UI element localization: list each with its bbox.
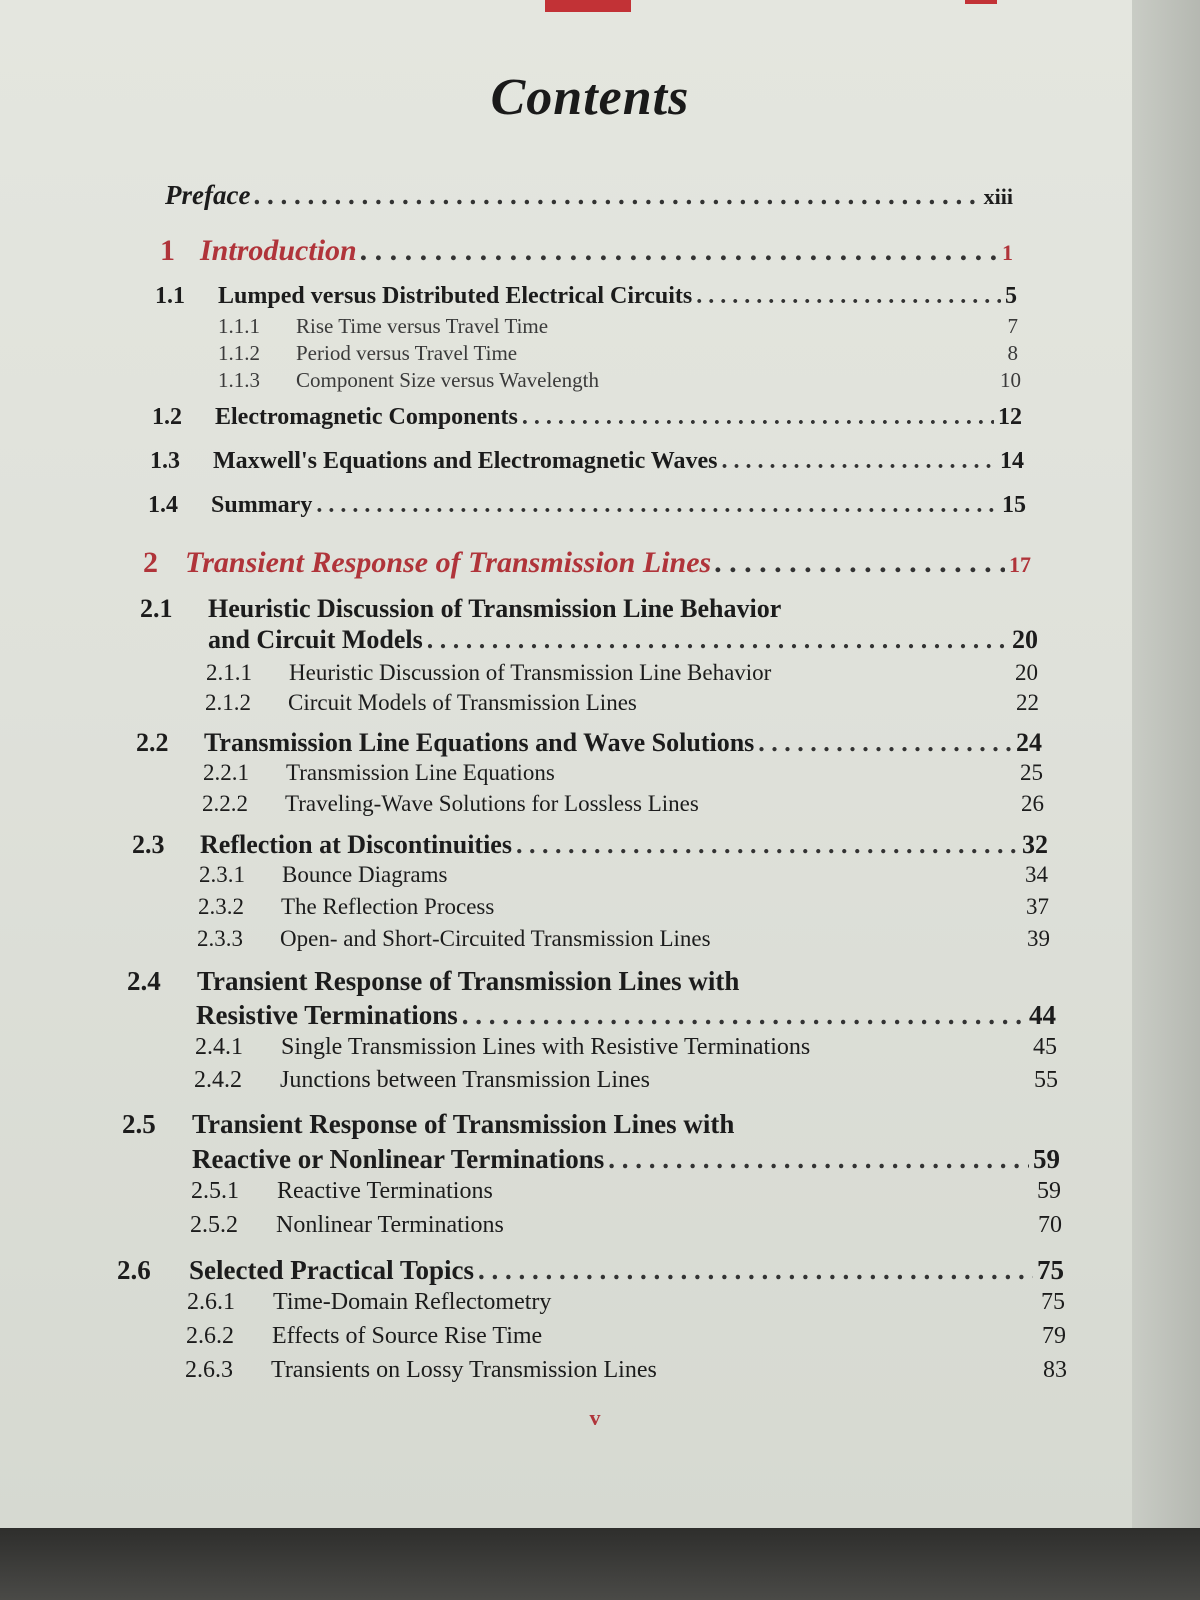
toc-entry-number: 2.2 (136, 728, 169, 757)
toc-entry-number: 2.5.2 (190, 1212, 238, 1238)
toc-entry-page: 8 (1007, 341, 1018, 365)
toc-entry-number: 2.3 (132, 830, 165, 859)
toc-entry-title: Transmission Line Equations and Wave Solutions (204, 728, 755, 757)
toc-entry-page: 59 (1037, 1178, 1061, 1204)
toc-entry-number: 2 (143, 546, 158, 579)
red-page-tab (545, 0, 631, 12)
toc-entry-page: 44 (1029, 1000, 1056, 1030)
toc-entry-page: 45 (1033, 1034, 1057, 1060)
toc-entry-number: 2.3.1 (199, 862, 245, 887)
toc-entry-number: 2.6 (117, 1255, 151, 1285)
dot-leader (478, 1255, 1033, 1286)
toc-entry-title: Reactive or Nonlinear Terminations (192, 1144, 605, 1174)
toc-entry-title: Heuristic Discussion of Transmission Line Behavior (208, 594, 782, 623)
dot-leader (361, 234, 998, 268)
toc-entry-1-1-1 (218, 314, 1018, 339)
toc-entry-title: Maxwell's Equations and Electromagnetic Waves (213, 448, 718, 474)
toc-entry-page: 59 (1033, 1144, 1060, 1174)
toc-entry-title: Lumped versus Distributed Electrical Circuits (218, 283, 693, 309)
toc-entry-1-3 (150, 448, 1024, 475)
toc-entry-number: 2.1.2 (205, 690, 251, 715)
toc-entry-2-3-3 (197, 926, 1050, 952)
toc-entry-2-6-1 (187, 1289, 1065, 1316)
toc-entry-page: xiii (983, 184, 1013, 209)
toc-entry-number: 2.5 (122, 1109, 156, 1139)
toc-entry-1-1-3 (218, 368, 1021, 393)
toc-entry-number: 1.2 (152, 404, 182, 430)
toc-entry-title: Rise Time versus Travel Time (296, 314, 549, 338)
dot-leader (608, 1144, 1029, 1175)
toc-entry-page: 24 (1016, 728, 1042, 757)
toc-entry-number: 2.1 (140, 594, 173, 623)
toc-entry-2-4-2 (194, 1067, 1058, 1094)
toc-entry-title: Open- and Short-Circuited Transmission Lines (280, 926, 711, 951)
toc-entry-1-2 (152, 404, 1022, 431)
toc-entry-title: Traveling-Wave Solutions for Lossless Lines (285, 791, 699, 816)
toc-entry-title: Electromagnetic Components (215, 404, 518, 430)
toc-entry-number: 2.6.1 (187, 1289, 235, 1315)
toc-entry-page: 32 (1022, 830, 1048, 859)
toc-entry-1-1-2 (218, 341, 1018, 366)
toc-entry-title: Transient Response of Transmission Lines with (197, 966, 740, 996)
toc-entry-title: and Circuit Models (208, 625, 423, 654)
toc-entry-page: 10 (1000, 368, 1021, 392)
toc-entry-number: 2.4 (127, 966, 161, 996)
toc-entry-page: 12 (998, 404, 1022, 430)
toc-entry-number: 1.4 (148, 492, 178, 518)
toc-entry-page: 17 (1009, 552, 1031, 577)
toc-entry-title: Circuit Models of Transmission Lines (288, 690, 637, 715)
toc-entry-2-5-1 (191, 1178, 1061, 1205)
toc-entry-page: 34 (1025, 862, 1048, 887)
toc-entry-page: 75 (1037, 1255, 1064, 1285)
toc-entry-2-5-2 (190, 1212, 1062, 1239)
background-surface (0, 1528, 1200, 1600)
dot-leader (696, 283, 1001, 310)
toc-entry-2-3-2 (198, 894, 1049, 920)
toc-entry-page: 55 (1034, 1067, 1058, 1093)
toc-entry-page: 7 (1007, 314, 1018, 338)
toc-entry-2-5-cont (192, 1144, 1060, 1175)
toc-entry-number: 2.4.2 (194, 1067, 242, 1093)
toc-entry-2-3 (132, 830, 1048, 860)
toc-entry-2-3-1 (199, 862, 1048, 888)
toc-entry-number: 2.2.2 (202, 791, 248, 816)
toc-entry-page: 20 (1012, 625, 1038, 654)
dot-leader (254, 180, 979, 211)
page-number: v (589, 1405, 601, 1430)
toc-entry-title: Heuristic Discussion of Transmission Line Behavior (289, 660, 772, 685)
toc-entry-chapter-1 (160, 234, 1013, 268)
toc-entry-page: 37 (1026, 894, 1049, 919)
dot-leader (715, 546, 1005, 580)
toc-entry-page: 75 (1041, 1289, 1065, 1315)
toc-entry-number: 2.1.1 (206, 660, 252, 685)
dot-leader (462, 1000, 1025, 1031)
toc-entry-page: 22 (1016, 690, 1039, 715)
toc-entry-preface (165, 180, 1013, 211)
toc-entry-page: 79 (1042, 1323, 1066, 1349)
toc-entry-number: 1.1.3 (218, 368, 260, 392)
toc-entry-page: 15 (1002, 492, 1026, 518)
toc-entry-page: 39 (1027, 926, 1050, 951)
toc-entry-2-1 (140, 594, 1035, 624)
toc-entry-number: 2.6.2 (186, 1323, 234, 1349)
toc-entry-title: Resistive Terminations (196, 1000, 458, 1030)
toc-entry-page: 70 (1038, 1212, 1062, 1238)
toc-entry-title: Reflection at Discontinuities (200, 830, 512, 859)
toc-entry-number: 2.4.1 (195, 1034, 243, 1060)
toc-entry-2-2 (136, 728, 1042, 758)
toc-entry-2-1-1 (206, 660, 1038, 686)
page-title: Contents (490, 69, 690, 126)
toc-entry-2-4-cont (196, 1000, 1056, 1031)
toc-entry-number: 1 (160, 234, 175, 267)
toc-entry-title: Effects of Source Rise Time (272, 1323, 543, 1349)
toc-entry-2-6-2 (186, 1323, 1066, 1350)
toc-entry-title: Preface (165, 180, 251, 210)
page-edge (1132, 0, 1200, 1528)
toc-entry-title: Single Transmission Lines with Resistive Terminations (281, 1034, 811, 1060)
toc-entry-2-6-3 (185, 1357, 1067, 1384)
toc-entry-title: Transmission Line Equations (286, 760, 555, 785)
toc-entry-page: 5 (1005, 283, 1017, 309)
toc-entry-2-2-1 (203, 760, 1043, 786)
dot-leader (721, 448, 996, 475)
toc-entry-number: 1.1.2 (218, 341, 260, 365)
toc-entry-page: 83 (1043, 1357, 1067, 1383)
dot-leader (758, 728, 1012, 758)
dot-leader (427, 625, 1008, 655)
toc-entry-title: Bounce Diagrams (282, 862, 448, 887)
toc-entry-2-5 (122, 1109, 1060, 1140)
toc-entry-2-4-1 (195, 1034, 1057, 1061)
toc-entry-number: 2.2.1 (203, 760, 249, 785)
toc-entry-2-1-2 (205, 690, 1039, 716)
toc-entry-page: 1 (1002, 240, 1013, 265)
toc-entry-title: Nonlinear Terminations (276, 1212, 504, 1238)
toc-entry-number: 1.1 (155, 283, 185, 309)
toc-entry-title: Introduction (200, 234, 357, 267)
toc-entry-number: 2.3.2 (198, 894, 244, 919)
toc-entry-page: 26 (1021, 791, 1044, 816)
toc-entry-2-1-cont (208, 625, 1038, 655)
toc-entry-number: 2.3.3 (197, 926, 243, 951)
toc-entry-1-4 (148, 492, 1026, 519)
toc-entry-title: Transient Response of Transmission Lines (185, 546, 712, 579)
toc-entry-chapter-2 (143, 546, 1031, 580)
toc-entry-title: Transients on Lossy Transmission Lines (271, 1357, 657, 1383)
toc-entry-title: Selected Practical Topics (189, 1255, 474, 1285)
toc-entry-2-6 (117, 1255, 1064, 1286)
toc-entry-page: 20 (1015, 660, 1038, 685)
toc-entry-title: The Reflection Process (281, 894, 495, 919)
toc-entry-number: 1.1.1 (218, 314, 260, 338)
toc-entry-title: Reactive Terminations (277, 1178, 493, 1204)
toc-entry-2-4 (127, 966, 1053, 997)
toc-entry-title: Component Size versus Wavelength (296, 368, 599, 392)
toc-entry-page: 25 (1020, 760, 1043, 785)
toc-entry-title: Summary (211, 492, 313, 518)
toc-entry-page: 14 (1000, 448, 1024, 474)
dot-leader (316, 492, 998, 519)
toc-entry-number: 2.6.3 (185, 1357, 233, 1383)
toc-entry-2-2-2 (202, 791, 1044, 817)
toc-entry-title: Time-Domain Reflectometry (273, 1289, 552, 1315)
dot-leader (516, 830, 1018, 860)
toc-entry-title: Transient Response of Transmission Lines with (192, 1109, 735, 1139)
toc-entry-1-1 (155, 283, 1017, 310)
red-page-tab-small (965, 0, 997, 4)
toc-entry-number: 1.3 (150, 448, 180, 474)
toc-entry-title: Period versus Travel Time (296, 341, 518, 365)
toc-entry-number: 2.5.1 (191, 1178, 239, 1204)
dot-leader (522, 404, 994, 431)
toc-entry-title: Junctions between Transmission Lines (280, 1067, 650, 1093)
